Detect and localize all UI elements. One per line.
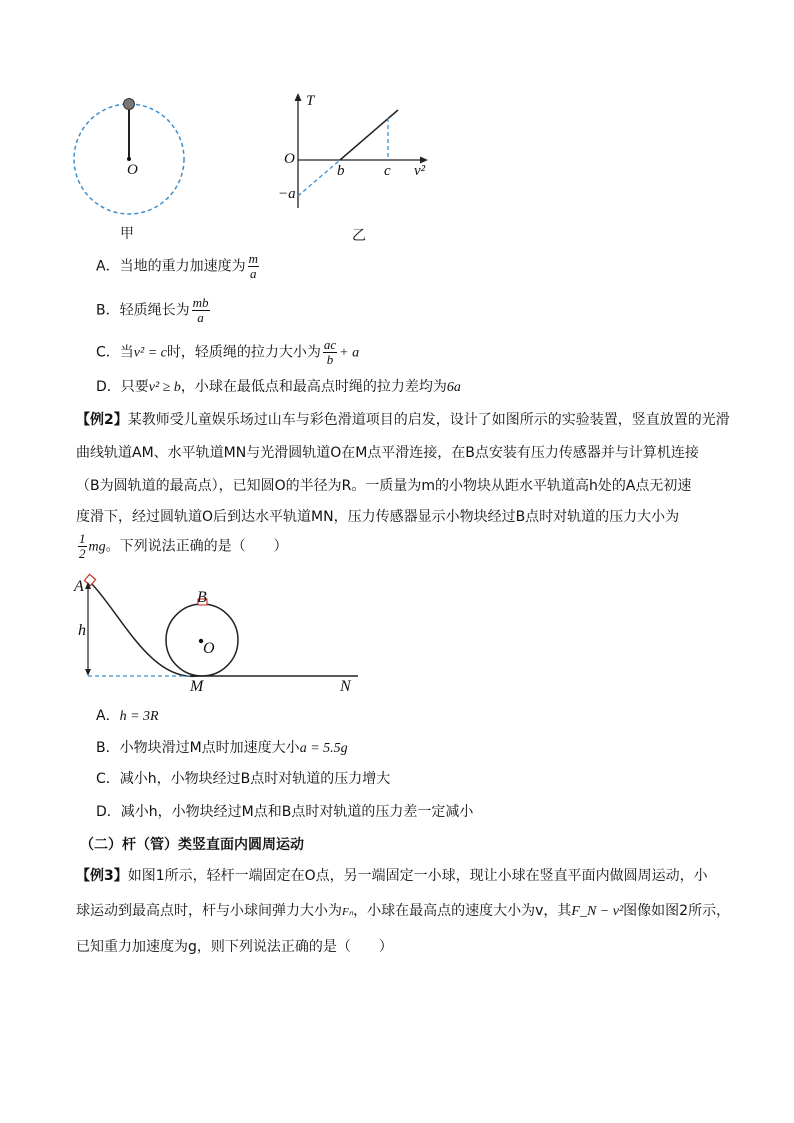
q1-a-fraction: $\frac{m}{a}$ bbox=[248, 251, 258, 281]
q2-option-d[interactable]: D．减小h，小物块经过M点和B点时对轨道的压力差一定减小 bbox=[96, 804, 474, 820]
graph-dashed-extension bbox=[298, 160, 340, 196]
q1-option-a[interactable]: A．当地的重力加速度为 $\frac{m}{a}$ bbox=[96, 251, 258, 281]
example-2-line-4: 度滑下，经过圆轨道O后到达水平轨道MN，压力传感器显示小物块经过B点时对轨道的压力大小为 bbox=[76, 509, 680, 525]
q1-option-d[interactable]: D．只要v² ≥ b，小球在最低点和最高点时绳的拉力差均为6a bbox=[96, 379, 461, 395]
figure-track bbox=[70, 572, 370, 690]
q2-option-c[interactable]: C．减小h，小物块经过B点时对轨道的压力增大 bbox=[96, 771, 391, 787]
point-O-label: O bbox=[203, 640, 215, 657]
q1-b-fraction: $\frac{mb}{a}$ bbox=[192, 295, 209, 325]
point-B-label: B bbox=[197, 589, 207, 606]
figure-yi-caption: 乙 bbox=[352, 228, 366, 244]
circle-center-label: O bbox=[127, 162, 138, 178]
half-fraction: $\frac{1}{2}$ bbox=[79, 531, 86, 561]
example-3-line-3: 已知重力加速度为g，则下列说法正确的是（ ） bbox=[76, 939, 393, 955]
q2-option-a[interactable]: A．h = 3R bbox=[96, 708, 159, 724]
center-dot bbox=[127, 157, 131, 161]
example-2-line-1: 【例2】某教师受儿童娱乐场过山车与彩色滑道项目的启发，设计了如图所示的实验装置，竖直放置的光滑 bbox=[76, 412, 730, 428]
axis-neg-a-label: −a bbox=[278, 186, 296, 202]
axis-v2-label: v² bbox=[414, 163, 426, 179]
graph-solid-line bbox=[340, 110, 398, 160]
height-h-label: h bbox=[78, 622, 86, 639]
point-M-label: M bbox=[190, 678, 204, 695]
section-heading: （二）杆（管）类竖直面内圆周运动 bbox=[80, 837, 304, 853]
example-3-line-2: 球运动到最高点时，杆与小球间弹力大小为Fₙ，小球在最高点的速度大小为v，其F_N − v²图像如图2所示， bbox=[76, 903, 731, 919]
q1-option-c[interactable]: C．当v² = c时，轻质绳的拉力大小为 $\frac{ac}{b}$ + a bbox=[96, 337, 360, 367]
example-2-line-2: 曲线轨道AM、水平轨道MN与光滑圆轨道O在M点平滑连接，在B点安装有压力传感器并与计算机连接 bbox=[76, 445, 699, 461]
example-2-tag: 【例2】 bbox=[76, 412, 128, 428]
example-2-line-5: $\frac{1}{2}$ mg。下列说法正确的是（ ） bbox=[79, 531, 288, 561]
curve-track bbox=[90, 582, 198, 676]
axis-origin-label: O bbox=[284, 151, 295, 167]
ball bbox=[124, 99, 135, 110]
point-A-label: A bbox=[74, 578, 84, 595]
example-3-tag: 【例3】 bbox=[76, 868, 128, 884]
q2-option-b[interactable]: B．小物块滑过M点时加速度大小a = 5.5g bbox=[96, 740, 348, 756]
point-N-label: N bbox=[340, 678, 351, 695]
q1-option-b[interactable]: B．轻质绳长为 $\frac{mb}{a}$ bbox=[96, 295, 209, 325]
axis-T-label: T bbox=[306, 93, 315, 109]
figure-jia-caption: 甲 bbox=[120, 226, 134, 242]
example-2-line-3: （B为圆轨道的最高点），已知圆O的半径为R。一质量为m的小物块从距水平轨道高h处的A点无初速 bbox=[76, 478, 692, 494]
axis-b-label: b bbox=[337, 163, 345, 179]
q1-c-fraction: $\frac{ac}{b}$ bbox=[323, 337, 337, 367]
axis-c-label: c bbox=[384, 163, 391, 179]
example-3-line-1: 【例3】如图1所示，轻杆一端固定在O点，另一端固定一小球，现让小球在竖直平面内做圆周运动，小 bbox=[76, 868, 708, 884]
